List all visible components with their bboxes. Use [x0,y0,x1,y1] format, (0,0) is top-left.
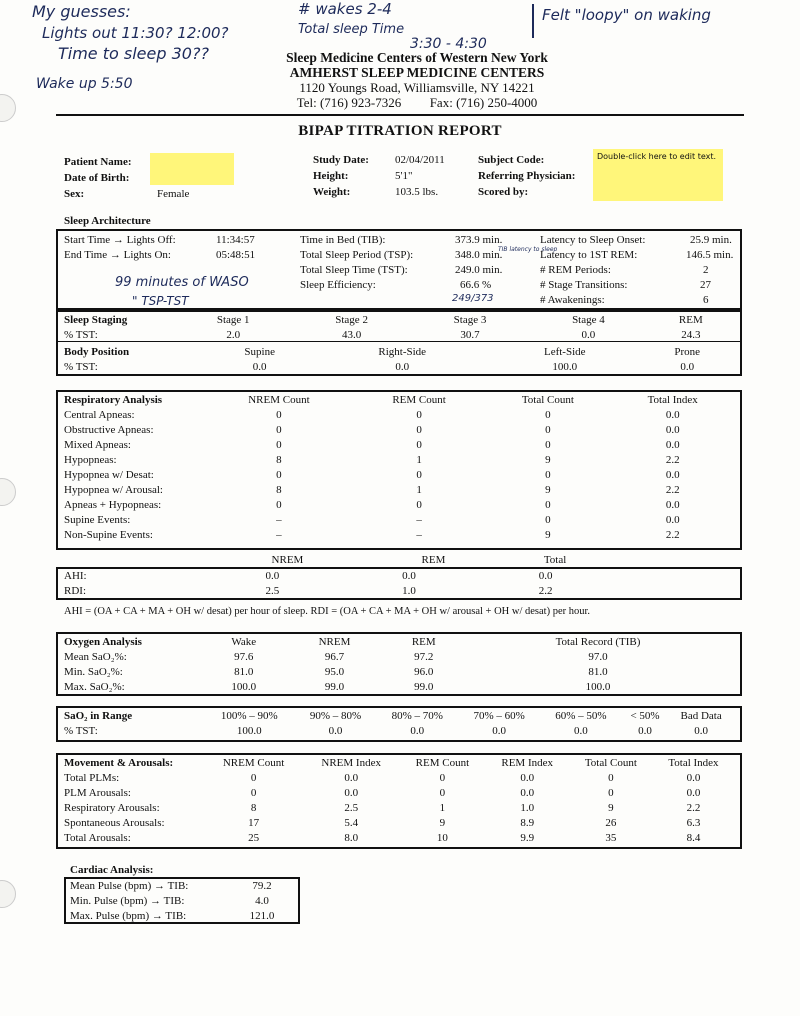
movement-cell: 0.0 [344,786,359,799]
sao2-range-value: 0.0 [328,724,343,737]
movement-cell: 0 [439,786,446,799]
table-row [64,568,734,583]
sao2-range-table [64,708,734,738]
body-position-table [64,344,734,374]
respiratory-cell: – [276,528,282,541]
table-row [64,407,734,422]
sex-value: Female [157,188,190,200]
center-name: Sleep Medicine Centers of Western New York [286,50,548,65]
end-time-value: 05:48:51 [216,249,256,261]
center-sub: AMHERST SLEEP MEDICINE CENTERS [289,65,545,80]
table-row [64,723,734,738]
respiratory-cell: 1 [416,483,422,496]
oxygen-row-label: Max. SaO₂%: [64,680,125,693]
respiratory-cell: – [276,513,282,526]
cardiac-cell: 4.0 [255,894,269,907]
movement-cell: 2.2 [686,801,701,814]
ahi-cell: 0.0 [265,569,280,582]
study-date-label: Study Date: [313,154,369,166]
movement-cell: 6.3 [686,816,701,829]
handwritten-efficiency-note: 249/373 [452,293,494,304]
respiratory-header: Total Index [647,393,698,406]
respiratory-cell: 9 [545,453,551,466]
respiratory-cell: 2.2 [665,483,680,496]
latency-onset-label: Latency to Sleep Onset: [540,234,646,246]
handwritten-total-sleep: Total sleep Time [298,22,405,37]
movement-cell: 8.4 [686,831,701,844]
binder-hole-middle [0,478,16,506]
oxygen-cell: 100.0 [585,680,611,693]
latency-rem-value: 146.5 min. [686,249,734,261]
movement-title: Movement & Arousals: [64,756,174,769]
respiratory-cell: 9 [545,528,551,541]
handwritten-time-to-sleep: Time to sleep 30?? [58,44,209,63]
sao2-range-header: 90% – 80% [309,709,362,722]
oxygen-row-label: Min. SaO₂%: [64,665,123,678]
cardiac-table [70,878,294,923]
oxygen-cell: 99.0 [324,680,345,693]
rem-periods-value: 2 [703,264,709,276]
table-row [70,893,294,908]
dob-label: Date of Birth: [64,172,130,184]
respiratory-cell: 0 [416,498,422,511]
handwritten-lights-out: Lights out 11:30? 12:00? [42,24,229,42]
center-phones [282,95,552,110]
respiratory-header: NREM Count [248,393,310,406]
movement-cell: 8.0 [344,831,359,844]
oxygen-row-label: Mean SaO₂%: [64,650,127,663]
height-label: Height: [313,170,349,182]
tsp-label: Total Sleep Period (TSP): [300,249,414,261]
movement-cell: 0 [608,786,614,799]
respiratory-title: Respiratory Analysis [64,393,163,406]
ahi-header: NREM [271,553,304,566]
handwritten-felt-loopy: Felt "loopy" on waking [542,6,711,24]
body-position-title: Body Position [64,345,130,358]
table-row [64,482,734,497]
handwritten-tsp-tst: " TSP-TST [132,294,189,308]
oxygen-cell: 95.0 [324,665,345,678]
respiratory-cell: 0.0 [665,513,680,526]
respiratory-row-label: Obstructive Apneas: [64,423,154,436]
cardiac-cell: 121.0 [249,909,275,922]
respiratory-cell: – [416,528,422,541]
editable-note-text: Double-click here to edit text. [597,152,717,161]
respiratory-cell: 8 [276,483,282,496]
movement-cell: 1.0 [520,801,535,814]
ahi-formula: AHI = (OA + CA + MA + OH w/ desat) per hour of sleep. RDI = (OA + CA + MA + OH w/ arousal + OH w/ desat) per hour. [64,606,591,617]
staging-value: 43.0 [341,328,362,341]
table-row [64,437,734,452]
oxygen-cell: 96.0 [414,665,434,678]
respiratory-row-label: Non-Supine Events: [64,528,153,541]
movement-cell: 0.0 [686,771,701,784]
handwritten-waso: 99 minutes of WASO [115,275,249,290]
respiratory-cell: 1 [416,453,422,466]
awakenings-value: 6 [703,294,709,306]
table-row [64,679,734,694]
movement-cell: 17 [248,816,260,829]
sao2-range-value: 0.0 [410,724,425,737]
movement-row-label: PLM Arousals: [64,786,131,799]
weight-value: 103.5 lbs. [395,186,439,198]
center-fax: Fax: (716) 250-4000 [429,95,538,110]
movement-cell: 9 [608,801,614,814]
sleep-architecture-title: Sleep Architecture [64,215,151,227]
respiratory-header: Total Count [521,393,574,406]
weight-label: Weight: [313,186,351,198]
position-header: Supine [244,345,275,358]
awakenings-label: # Awakenings: [540,294,605,306]
respiratory-row-label: Supine Events: [64,513,131,526]
respiratory-cell: 0 [276,468,282,481]
respiratory-cell: 8 [276,453,282,466]
staging-value: 2.0 [226,328,241,341]
cardiac-row-label: Mean Pulse (bpm) → TIB: [70,879,189,892]
respiratory-cell: 0 [416,468,422,481]
movement-cell: 0.0 [686,786,701,799]
oxygen-header: NREM [318,635,351,648]
sao2-range-header: Bad Data [680,709,722,722]
center-address: 1120 Youngs Road, Williamsville, NY 14221 [299,80,535,95]
table-row [64,422,734,437]
respiratory-row-label: Hypopnea w/ Arousal: [64,483,163,496]
respiratory-cell: 0.0 [665,498,680,511]
editable-note[interactable] [593,149,723,201]
report-title: BIPAP TITRATION REPORT [298,123,502,139]
table-row [64,497,734,512]
table-row [64,785,734,800]
respiratory-cell: 0 [545,423,551,436]
movement-row-label: Total PLMs: [64,771,120,784]
oxygen-cell: 97.2 [414,650,434,663]
tsp-value: 348.0 min. [455,249,503,261]
respiratory-row-label: Hypopnea w/ Desat: [64,468,154,481]
sleep-staging-table [64,312,734,342]
respiratory-cell: 0 [416,438,422,451]
respiratory-cell: 0 [545,468,551,481]
respiratory-cell: 0.0 [665,468,680,481]
position-row-label: % TST: [64,360,98,373]
ahi-row-label: RDI: [64,584,86,597]
start-time-value: 11:34:57 [216,234,255,246]
position-value: 0.0 [680,360,695,373]
scored-by-label: Scored by: [478,186,529,198]
table-row [64,815,734,830]
respiratory-cell: – [416,513,422,526]
stage-transitions-value: 27 [700,279,711,291]
respiratory-cell: 0 [276,423,282,436]
position-header: Left-Side [543,345,586,358]
respiratory-row-label: Mixed Apneas: [64,438,131,451]
oxygen-header: REM [411,635,436,648]
tst-label: Total Sleep Time (TST): [300,264,408,276]
movement-header: Total Index [668,756,719,769]
header-rule [56,114,744,116]
handwritten-guesses-title: My guesses: [32,2,131,21]
oxygen-cell: 81.0 [588,665,608,678]
staging-header: Stage 3 [453,313,487,326]
movement-cell: 25 [248,831,260,844]
movement-cell: 26 [605,816,617,829]
respiratory-cell: 2.2 [665,453,680,466]
respiratory-cell: 0 [545,513,551,526]
movement-cell: 0 [250,771,257,784]
cardiac-cell: 79.2 [252,879,272,892]
sao2-range-header: 70% – 60% [473,709,525,722]
respiratory-row-label: Central Apneas: [64,408,135,421]
respiratory-cell: 9 [545,483,551,496]
respiratory-cell: 0.0 [665,423,680,436]
respiratory-cell: 0 [416,423,422,436]
movement-table [64,755,734,845]
position-value: 100.0 [552,360,578,373]
stage-transitions-label: # Stage Transitions: [540,279,628,291]
handwritten-wake-up: Wake up 5:50 [36,76,133,92]
start-time-label: Start Time → Lights Off: [64,234,176,246]
movement-row-label: Respiratory Arousals: [64,801,160,814]
tib-label: Time in Bed (TIB): [300,234,386,246]
handwritten-sleep-range: 3:30 - 4:30 [410,36,487,52]
sao2-range-value: 0.0 [492,724,506,737]
ahi-cell: 0.0 [538,569,553,582]
movement-cell: 8 [250,801,257,814]
oxygen-header: Total Record (TIB) [555,635,641,648]
respiratory-cell: 2.2 [665,528,680,541]
ahi-header-table [64,552,734,567]
cardiac-title: Cardiac Analysis: [70,864,154,876]
position-value: 0.0 [395,360,410,373]
movement-header: Total Count [584,756,637,769]
respiratory-cell: 0 [416,408,422,421]
movement-cell: 0 [250,786,257,799]
movement-cell: 9.9 [520,831,535,844]
movement-cell: 1 [439,801,446,814]
sex-label: Sex: [64,188,85,200]
sao2-range-value: 0.0 [638,724,652,737]
handwritten-wakes: # wakes 2-4 [298,0,392,18]
staging-header: Stage 4 [572,313,605,326]
respiratory-cell: 0.0 [665,408,680,421]
movement-row-label: Spontaneous Arousals: [64,816,165,829]
movement-cell: 0.0 [520,786,535,799]
respiratory-cell: 0 [276,438,282,451]
patient-name-redaction [150,153,234,185]
oxygen-cell: 97.6 [234,650,254,663]
position-header: Prone [674,345,701,358]
ahi-row-label: AHI: [64,569,87,582]
table-row [64,467,734,482]
ahi-cell: 0.0 [402,569,416,582]
table-row [64,649,734,664]
position-header: Right-Side [378,345,427,358]
binder-hole-bottom [0,880,16,908]
tst-value: 249.0 min. [455,264,503,276]
movement-cell: 35 [605,831,617,844]
referring-physician-label: Referring Physician: [478,170,576,182]
ahi-cell: 1.0 [402,584,416,597]
efficiency-label: Sleep Efficiency: [300,279,376,291]
movement-row-label: Total Arousals: [64,831,131,844]
respiratory-cell: 0 [276,408,282,421]
cardiac-row-label: Min. Pulse (bpm) → TIB: [70,894,185,907]
respiratory-cell: 0 [276,498,282,511]
oxygen-cell: 97.0 [588,650,608,663]
table-row [64,830,734,845]
table-row [64,452,734,467]
oxygen-cell: 100.0 [231,680,257,693]
sao2-range-header: 100% – 90% [220,709,278,722]
movement-cell: 2.5 [344,801,359,814]
sao2-range-header: 80% – 70% [391,709,443,722]
table-row [70,908,294,923]
ahi-header: REM [421,553,446,566]
cardiac-row-label: Max. Pulse (bpm) → TIB: [70,909,187,922]
staging-value: 30.7 [460,328,480,341]
handwritten-divider [532,4,534,38]
center-tel: Tel: (716) 923-7326 [296,95,402,110]
sao2-range-header: < 50% [630,709,660,722]
ahi-header: Total [543,553,567,566]
sao2-range-value: 0.0 [694,724,708,737]
movement-cell: 0 [608,771,614,784]
table-row [64,583,734,598]
end-time-label: End Time → Lights On: [64,249,171,261]
ahi-cell: 2.5 [265,584,280,597]
respiratory-row-label: Hypopneas: [64,453,117,466]
sao2-range-header: 60% – 50% [555,709,607,722]
tib-value: 373.9 min. [455,234,503,246]
respiratory-header: REM Count [392,393,446,406]
sleep-staging-title: Sleep Staging [64,313,128,326]
movement-cell: 0.0 [520,771,535,784]
staging-row-label: % TST: [64,328,98,341]
movement-cell: 10 [436,831,448,844]
movement-header: REM Count [415,756,470,769]
respiratory-cell: 0 [545,438,551,451]
position-value: 0.0 [252,360,267,373]
oxygen-title: Oxygen Analysis [64,635,142,648]
respiratory-row-label: Apneas + Hypopneas: [64,498,162,511]
respiratory-cell: 0 [545,408,551,421]
ahi-cell: 2.2 [538,584,553,597]
table-row [64,527,734,542]
staging-value: 24.3 [681,328,701,341]
table-row [70,878,294,893]
oxygen-cell: 99.0 [414,680,434,693]
respiratory-table [64,392,734,542]
ahi-table [64,568,734,598]
movement-header: NREM Index [321,756,381,769]
oxygen-cell: 81.0 [234,665,254,678]
sao2-range-value: 0.0 [574,724,588,737]
respiratory-cell: 0 [545,498,551,511]
table-row [64,512,734,527]
table-row [64,770,734,785]
movement-header: NREM Count [222,756,285,769]
rem-periods-label: # REM Periods: [540,264,611,276]
table-row [64,800,734,815]
staging-header: REM [678,313,703,326]
movement-cell: 0.0 [344,771,359,784]
study-date-value: 02/04/2011 [395,154,445,166]
staging-header: Stage 1 [216,313,250,326]
table-row [64,664,734,679]
latency-rem-label: Latency to 1ST REM: [540,249,638,261]
patient-name-label: Patient Name: [64,156,132,168]
handwritten-tib-note: TIB latency to sleep [498,246,558,253]
movement-cell: 5.4 [344,816,359,829]
movement-header: REM Index [501,756,553,769]
movement-cell: 9 [439,816,446,829]
oxygen-header: Wake [231,635,257,648]
oxygen-cell: 96.7 [324,650,345,663]
sao2-range-row-label: % TST: [64,724,98,737]
oxygen-table [64,634,734,694]
respiratory-cell: 0.0 [665,438,680,451]
movement-cell: 8.9 [520,816,535,829]
staging-header: Stage 2 [335,313,368,326]
subject-code-label: Subject Code: [478,154,545,166]
efficiency-value: 66.6 % [460,279,492,291]
sao2-range-value: 100.0 [236,724,262,737]
letterhead [282,50,552,110]
sao2-range-title: SaO₂ in Range [64,709,133,722]
height-value: 5'1" [395,170,413,182]
latency-onset-value: 25.9 min. [690,234,732,246]
binder-hole-top [0,94,16,122]
staging-value: 0.0 [581,328,596,341]
movement-cell: 0 [439,771,446,784]
